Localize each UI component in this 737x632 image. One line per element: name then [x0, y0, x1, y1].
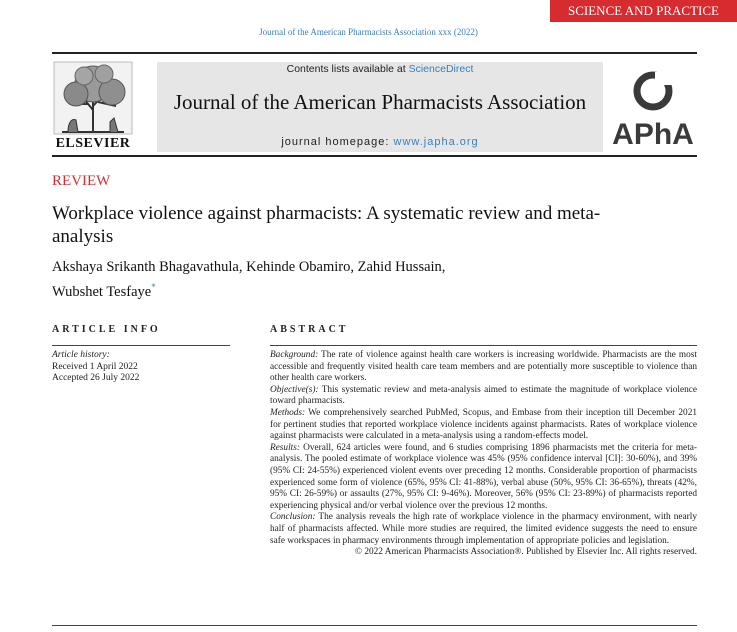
- corresponding-author-mark[interactable]: *: [151, 282, 156, 292]
- results-text: Overall, 624 articles were found, and 6 studies comprising 1896 pharmacists met the criteria for meta-analysis. The pooled estimate of workplace violence was 45% (95% confidence interval [CI]: 30-60%), and 39% (95% CI: 24-55%) experienced violent events over preceding 12 months. Considerable proportion of pharmacists experienced some form of violence (65%, 95% CI: 41-88%), verbal abuse (50%, 95% CI: 36-65%), threats (42%, 95% CI: 26-59%) or assaults (27%, 95% CI: 9-46%). Moreover, 56% (95% CI: 23-89%) of pharmacists reported experiencing physical and/or verbal violence over the previous 12 months.: [270, 442, 697, 511]
- abstract-conclusion: [270, 512, 697, 547]
- apha-logo-text: APhA: [612, 118, 694, 151]
- sciencedirect-link[interactable]: ScienceDirect: [408, 63, 474, 75]
- apha-logo[interactable]: [608, 64, 698, 154]
- history-label: Article history:: [52, 350, 110, 360]
- abstract-body: [270, 350, 697, 559]
- conclusion-label: Conclusion:: [270, 512, 316, 523]
- background-text: The rate of violence against health care workers is increasing worldwide. Pharmacists are the most accessible and frequently visited health care team members and are potentially more susceptible to violence than other health care workers.: [270, 350, 697, 384]
- homepage-line: [157, 136, 603, 148]
- objectives-text: This systematic review and meta-analysis aimed to estimate the magnitude of workplace violence toward pharmacists.: [270, 384, 697, 407]
- homepage-link[interactable]: www.japha.org: [393, 136, 479, 148]
- header-bottom-rule: [52, 155, 697, 157]
- header-top-rule: [52, 52, 697, 54]
- abstract-end-rule: [52, 625, 697, 626]
- journal-citation[interactable]: Journal of the American Pharmacists Association xxx (2022): [259, 27, 478, 37]
- abstract-heading: ABSTRACT: [270, 324, 349, 335]
- author-tesfaye[interactable]: Wubshet Tesfaye: [52, 283, 152, 300]
- methods-label: Methods:: [270, 407, 306, 418]
- objectives-label: Objective(s):: [270, 384, 319, 395]
- results-label: Results:: [270, 442, 300, 453]
- article-title: Workplace violence against pharmacists: A systematic review and meta-analysis: [52, 203, 601, 247]
- homepage-prefix: journal homepage:: [281, 136, 394, 148]
- article-history: [52, 350, 139, 385]
- article-type: REVIEW: [52, 173, 111, 189]
- accepted-date: Accepted 26 July 2022: [52, 373, 140, 383]
- section-badge: SCIENCE AND PRACTICE: [550, 0, 737, 22]
- abstract-rule: [270, 345, 697, 346]
- copyright-notice: © 2022 American Pharmacists Association®. Published by Elsevier Inc. All rights reserved.: [354, 547, 697, 558]
- abstract-methods: [270, 408, 697, 443]
- abstract-objectives: [270, 385, 697, 408]
- author-list: [52, 257, 522, 302]
- article-info-heading: ARTICLE INFO: [52, 324, 161, 335]
- authors-line-2: [52, 277, 522, 302]
- methods-text: We comprehensively searched PubMed, Scopus, and Embase from their inception till December 2021 for pertinent studies that reported workplace violence incidents against pharmacists. Rates of workplace violence against pharmacists were calculated in a meta-analysis using a random-effects model.: [270, 407, 697, 442]
- contents-line: [157, 63, 603, 75]
- authors-line-1[interactable]: Akshaya Srikanth Bhagavathula, Kehinde Obamiro, Zahid Hussain,: [52, 259, 446, 275]
- abstract-background: [270, 350, 697, 385]
- background-label: Background:: [270, 350, 319, 360]
- journal-title: Journal of the American Pharmacists Association: [173, 90, 587, 114]
- contents-prefix: Contents lists available at: [286, 63, 409, 75]
- conclusion-text: The analysis reveals the high rate of workplace violence in the pharmacy environment, with nearly half of pharmacists affected. While more studies are required, the limited evidence suggests the need to ensure safe workspaces in pharmacy environments through implementation of appropriate policies and legislation.: [270, 512, 697, 546]
- article-info-rule: [52, 345, 230, 346]
- abstract-results: [270, 443, 697, 513]
- publisher-name: ELSEVIER: [55, 136, 131, 151]
- received-date: Received 1 April 2022: [52, 361, 138, 372]
